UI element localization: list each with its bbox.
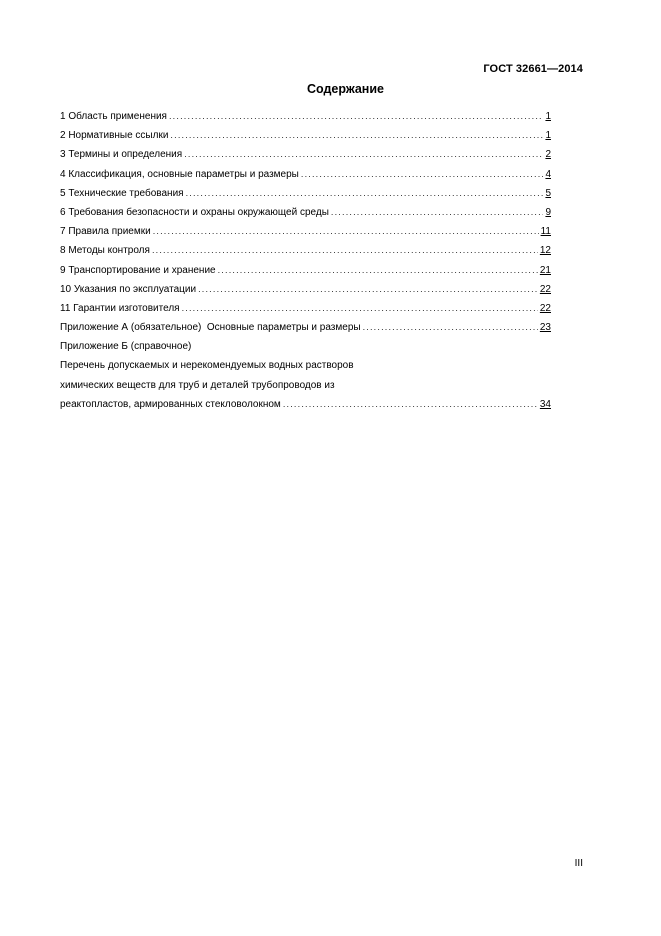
- toc-entry[interactable]: [60, 222, 551, 241]
- dot-leader: [218, 261, 538, 280]
- dot-leader: [170, 126, 543, 145]
- toc-entry[interactable]: [60, 318, 551, 337]
- appendix-b-text: Перечень допускаемых и нерекомендуемых водных растворов: [60, 360, 354, 372]
- dot-leader: [198, 280, 538, 299]
- toc-entry-label: 8 Методы контроля: [60, 245, 150, 257]
- appendix-b-description-line: [60, 376, 551, 395]
- toc-page-link[interactable]: 21: [539, 264, 551, 276]
- dot-leader: [152, 241, 538, 260]
- document-code: ГОСТ 32661—2014: [483, 63, 583, 75]
- toc-page-link[interactable]: 1: [545, 130, 551, 142]
- toc-page-link[interactable]: 9: [545, 206, 551, 218]
- toc-page-link[interactable]: 5: [545, 187, 551, 199]
- toc-entry-label: 5 Технические требования: [60, 187, 184, 199]
- toc-entry-label: 4 Классификация, основные параметры и размеры: [60, 168, 299, 180]
- dot-leader: [182, 299, 538, 318]
- toc-entry-label: 7 Правила приемки: [60, 226, 151, 238]
- toc-entry[interactable]: [60, 241, 551, 260]
- toc-entry-label: 3 Термины и определения: [60, 149, 183, 161]
- table-of-contents: [60, 107, 551, 414]
- toc-title: Содержание: [306, 82, 384, 96]
- toc-page-link[interactable]: 12: [539, 245, 551, 257]
- toc-entry[interactable]: [60, 145, 551, 164]
- appendix-b-text: реактопластов, армированных стекловолокном: [60, 398, 281, 410]
- toc-page-link[interactable]: 1: [545, 111, 551, 122]
- dot-leader: [184, 145, 543, 164]
- toc-entry-label: Приложение А (обязательное) Основные параметры и размеры: [60, 322, 361, 334]
- toc-entry[interactable]: [60, 280, 551, 299]
- page-number: III: [574, 858, 583, 869]
- dot-leader: [283, 395, 538, 414]
- toc-page-link[interactable]: 34: [539, 398, 551, 410]
- dot-leader: [301, 165, 544, 184]
- toc-page-link[interactable]: 2: [545, 149, 551, 161]
- appendix-b-title: Приложение Б (справочное): [60, 341, 192, 353]
- toc-entry[interactable]: [60, 203, 551, 222]
- toc-entry[interactable]: [60, 299, 551, 318]
- toc-entry[interactable]: [60, 184, 551, 203]
- toc-page-link[interactable]: 11: [540, 226, 551, 238]
- toc-entry-label: 1 Область применения: [60, 111, 167, 122]
- appendix-b-heading: [60, 337, 551, 356]
- toc-entry-label: 2 Нормативные ссылки: [60, 130, 169, 142]
- toc-entry[interactable]: [60, 261, 551, 280]
- toc-page-link[interactable]: 4: [545, 168, 551, 180]
- toc-entry-label: 9 Транспортирование и хранение: [60, 264, 216, 276]
- toc-entry[interactable]: [60, 395, 551, 414]
- dot-leader: [363, 318, 538, 337]
- dot-leader: [331, 203, 544, 222]
- toc-page-link[interactable]: 23: [539, 322, 551, 334]
- toc-entry-label: 6 Требования безопасности и охраны окружающей среды: [60, 206, 329, 218]
- appendix-b-description-line: [60, 356, 551, 375]
- dot-leader: [186, 184, 544, 203]
- toc-entry[interactable]: [60, 126, 551, 145]
- toc-entry-label: 10 Указания по эксплуатации: [60, 283, 197, 295]
- dot-leader: [169, 107, 543, 126]
- dot-leader: [153, 222, 539, 241]
- toc-entry[interactable]: [60, 107, 551, 126]
- toc-entry[interactable]: [60, 165, 551, 184]
- toc-page-link[interactable]: 22: [539, 302, 551, 314]
- appendix-b-text: химических веществ для труб и деталей трубопроводов из: [60, 379, 335, 391]
- toc-entry-label: 11 Гарантии изготовителя: [60, 302, 180, 314]
- toc-page-link[interactable]: 22: [539, 283, 551, 295]
